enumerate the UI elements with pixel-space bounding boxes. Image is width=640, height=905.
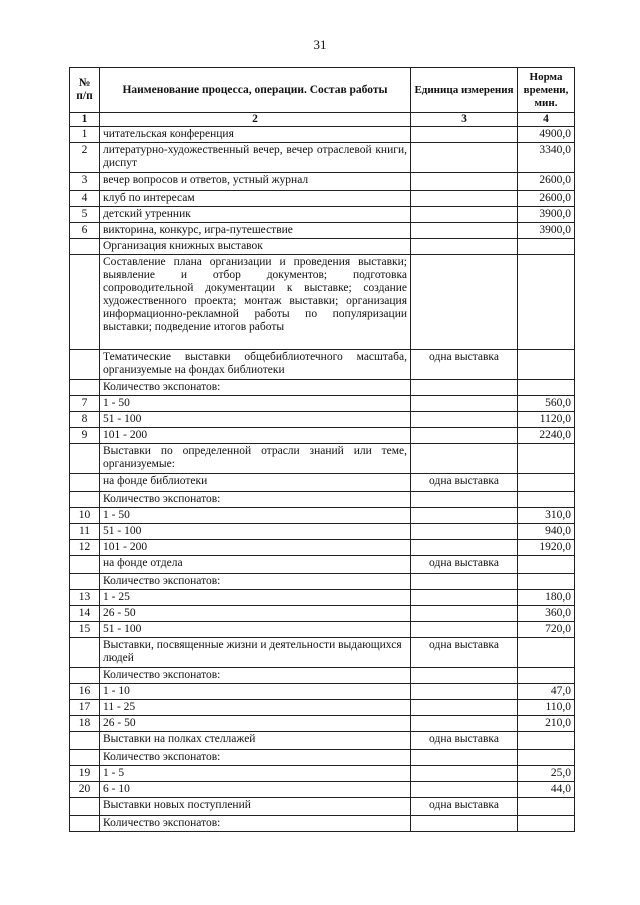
row-number: 7 [70, 396, 100, 412]
row-unit [411, 428, 518, 444]
row-unit [411, 143, 518, 173]
row-name: Количество экспонатов: [100, 816, 411, 832]
row-norm: 44,0 [518, 782, 575, 798]
row-name: читательская конференция [100, 127, 411, 143]
table-row [70, 574, 575, 590]
column-number: 2 [100, 113, 411, 127]
column-number: 4 [518, 113, 575, 127]
row-number: 16 [70, 684, 100, 700]
row-norm: 180,0 [518, 590, 575, 606]
row-name: на фонде библиотеки [100, 474, 411, 492]
row-norm: 360,0 [518, 606, 575, 622]
row-name: Выставки на полках стеллажей [100, 732, 411, 750]
row-norm [518, 750, 575, 766]
table-row [70, 143, 575, 173]
row-unit [411, 444, 518, 474]
row-norm [518, 668, 575, 684]
table-row [70, 173, 575, 191]
table-row [70, 255, 575, 350]
table-row [70, 428, 575, 444]
row-name: Тематические выставки общебиблиотечного масштаба, организуемые на фондах библиотеки [100, 350, 411, 380]
row-unit [411, 816, 518, 832]
row-norm [518, 474, 575, 492]
row-norm [518, 444, 575, 474]
table-row [70, 540, 575, 556]
table-row [70, 750, 575, 766]
row-unit: одна выставка [411, 474, 518, 492]
table-row [70, 684, 575, 700]
row-number: 11 [70, 524, 100, 540]
table-row [70, 508, 575, 524]
row-number: 3 [70, 173, 100, 191]
row-name: 1 - 50 [100, 508, 411, 524]
row-number [70, 492, 100, 508]
table-row [70, 191, 575, 207]
row-norm: 3340,0 [518, 143, 575, 173]
table-row [70, 732, 575, 750]
row-unit: одна выставка [411, 638, 518, 668]
table-row [70, 590, 575, 606]
row-unit: одна выставка [411, 798, 518, 816]
row-number [70, 638, 100, 668]
row-number [70, 668, 100, 684]
row-unit [411, 191, 518, 207]
row-name: Выставки новых поступлений [100, 798, 411, 816]
table-row [70, 700, 575, 716]
row-name: 26 - 50 [100, 606, 411, 622]
row-name: на фонде отдела [100, 556, 411, 574]
row-name: Количество экспонатов: [100, 668, 411, 684]
table-row [70, 412, 575, 428]
row-norm [518, 798, 575, 816]
header-norm: Норма времени, мин. [518, 68, 575, 113]
row-number [70, 574, 100, 590]
row-norm: 1920,0 [518, 540, 575, 556]
table-row [70, 380, 575, 396]
row-norm [518, 732, 575, 750]
row-norm: 2600,0 [518, 191, 575, 207]
row-norm [518, 239, 575, 255]
row-number [70, 556, 100, 574]
row-name: 1 - 50 [100, 396, 411, 412]
row-unit [411, 782, 518, 798]
header-num: № п/п [70, 68, 100, 113]
table-row [70, 716, 575, 732]
table-row [70, 524, 575, 540]
row-norm [518, 350, 575, 380]
table-row [70, 350, 575, 380]
row-name: Количество экспонатов: [100, 380, 411, 396]
row-name: 51 - 100 [100, 622, 411, 638]
row-name: Составление плана организации и проведения выставки; выявление и отбор документов; подготовка сопроводительной документации к выставке; создание художественного проекта; монтаж выставки; организация информационно-рекламной работы по популяризации выставки; подведение итогов работы [100, 255, 411, 350]
row-unit [411, 127, 518, 143]
table-row [70, 474, 575, 492]
row-norm [518, 380, 575, 396]
row-number [70, 732, 100, 750]
row-number: 13 [70, 590, 100, 606]
row-norm: 560,0 [518, 396, 575, 412]
row-unit: одна выставка [411, 732, 518, 750]
row-name: 1 - 5 [100, 766, 411, 782]
row-name: 11 - 25 [100, 700, 411, 716]
table-row [70, 223, 575, 239]
row-unit: одна выставка [411, 556, 518, 574]
row-norm: 2240,0 [518, 428, 575, 444]
row-unit [411, 668, 518, 684]
row-name: 101 - 200 [100, 540, 411, 556]
table-body [70, 127, 575, 832]
row-unit [411, 574, 518, 590]
column-number-row [70, 113, 575, 127]
row-name: 6 - 10 [100, 782, 411, 798]
row-number: 17 [70, 700, 100, 716]
row-norm: 310,0 [518, 508, 575, 524]
row-norm [518, 556, 575, 574]
row-name: Количество экспонатов: [100, 574, 411, 590]
row-number: 1 [70, 127, 100, 143]
table-row [70, 239, 575, 255]
row-number: 9 [70, 428, 100, 444]
row-norm: 1120,0 [518, 412, 575, 428]
row-name: 1 - 10 [100, 684, 411, 700]
row-name: детский утренник [100, 207, 411, 223]
row-name: литературно-художественный вечер, вечер отраслевой книги, диспут [100, 143, 411, 173]
row-name: викторина, конкурс, игра-путешествие [100, 223, 411, 239]
row-number [70, 350, 100, 380]
table-row [70, 606, 575, 622]
table-row [70, 782, 575, 798]
table-row [70, 638, 575, 668]
row-unit [411, 684, 518, 700]
row-norm [518, 255, 575, 350]
table-row [70, 556, 575, 574]
row-name: клуб по интересам [100, 191, 411, 207]
row-number [70, 798, 100, 816]
row-unit [411, 239, 518, 255]
row-number: 2 [70, 143, 100, 173]
row-number [70, 255, 100, 350]
table-row [70, 766, 575, 782]
row-norm: 4900,0 [518, 127, 575, 143]
row-number: 19 [70, 766, 100, 782]
row-norm: 3900,0 [518, 207, 575, 223]
row-unit [411, 700, 518, 716]
row-unit [411, 606, 518, 622]
table-row [70, 444, 575, 474]
row-number: 4 [70, 191, 100, 207]
row-norm: 47,0 [518, 684, 575, 700]
row-norm: 3900,0 [518, 223, 575, 239]
row-number [70, 444, 100, 474]
row-norm [518, 492, 575, 508]
row-name: 1 - 25 [100, 590, 411, 606]
row-name: 101 - 200 [100, 428, 411, 444]
row-norm: 940,0 [518, 524, 575, 540]
row-number [70, 239, 100, 255]
row-norm: 720,0 [518, 622, 575, 638]
row-number [70, 474, 100, 492]
table-row [70, 207, 575, 223]
row-unit [411, 412, 518, 428]
row-norm [518, 816, 575, 832]
row-number: 18 [70, 716, 100, 732]
row-unit [411, 255, 518, 350]
row-name: вечер вопросов и ответов, устный журнал [100, 173, 411, 191]
table-row [70, 816, 575, 832]
header-name: Наименование процесса, операции. Состав работы [100, 68, 411, 113]
row-unit [411, 716, 518, 732]
table-row [70, 668, 575, 684]
row-unit [411, 173, 518, 191]
row-norm: 110,0 [518, 700, 575, 716]
row-unit [411, 590, 518, 606]
table-row [70, 622, 575, 638]
table-row [70, 127, 575, 143]
row-unit [411, 380, 518, 396]
row-number: 14 [70, 606, 100, 622]
header-unit: Единица измерения [411, 68, 518, 113]
row-number [70, 816, 100, 832]
row-name: Выставки по определенной отрасли знаний или теме, организуемые: [100, 444, 411, 474]
row-unit [411, 750, 518, 766]
row-number: 6 [70, 223, 100, 239]
row-name: Выставки, посвященные жизни и деятельности выдающихся людей [100, 638, 411, 668]
row-number [70, 750, 100, 766]
row-name: 26 - 50 [100, 716, 411, 732]
row-norm: 2600,0 [518, 173, 575, 191]
row-norm [518, 638, 575, 668]
row-unit [411, 540, 518, 556]
row-number [70, 380, 100, 396]
header-row [70, 68, 575, 113]
row-number: 20 [70, 782, 100, 798]
row-number: 5 [70, 207, 100, 223]
row-name: Организация книжных выставок [100, 239, 411, 255]
row-name: 51 - 100 [100, 412, 411, 428]
row-norm [518, 574, 575, 590]
row-number: 8 [70, 412, 100, 428]
row-number: 12 [70, 540, 100, 556]
row-number: 10 [70, 508, 100, 524]
row-name: Количество экспонатов: [100, 492, 411, 508]
row-number: 15 [70, 622, 100, 638]
table-row [70, 798, 575, 816]
column-number: 1 [70, 113, 100, 127]
page-number: 31 [313, 37, 327, 52]
row-unit [411, 396, 518, 412]
row-name: 51 - 100 [100, 524, 411, 540]
table-row [70, 492, 575, 508]
row-unit [411, 207, 518, 223]
row-norm: 25,0 [518, 766, 575, 782]
row-unit [411, 508, 518, 524]
row-norm: 210,0 [518, 716, 575, 732]
row-unit [411, 492, 518, 508]
row-unit [411, 622, 518, 638]
column-number: 3 [411, 113, 518, 127]
table-row [70, 396, 575, 412]
row-name: Количество экспонатов: [100, 750, 411, 766]
norms-table [69, 67, 575, 832]
row-unit [411, 766, 518, 782]
row-unit [411, 223, 518, 239]
row-unit: одна выставка [411, 350, 518, 380]
row-unit [411, 524, 518, 540]
